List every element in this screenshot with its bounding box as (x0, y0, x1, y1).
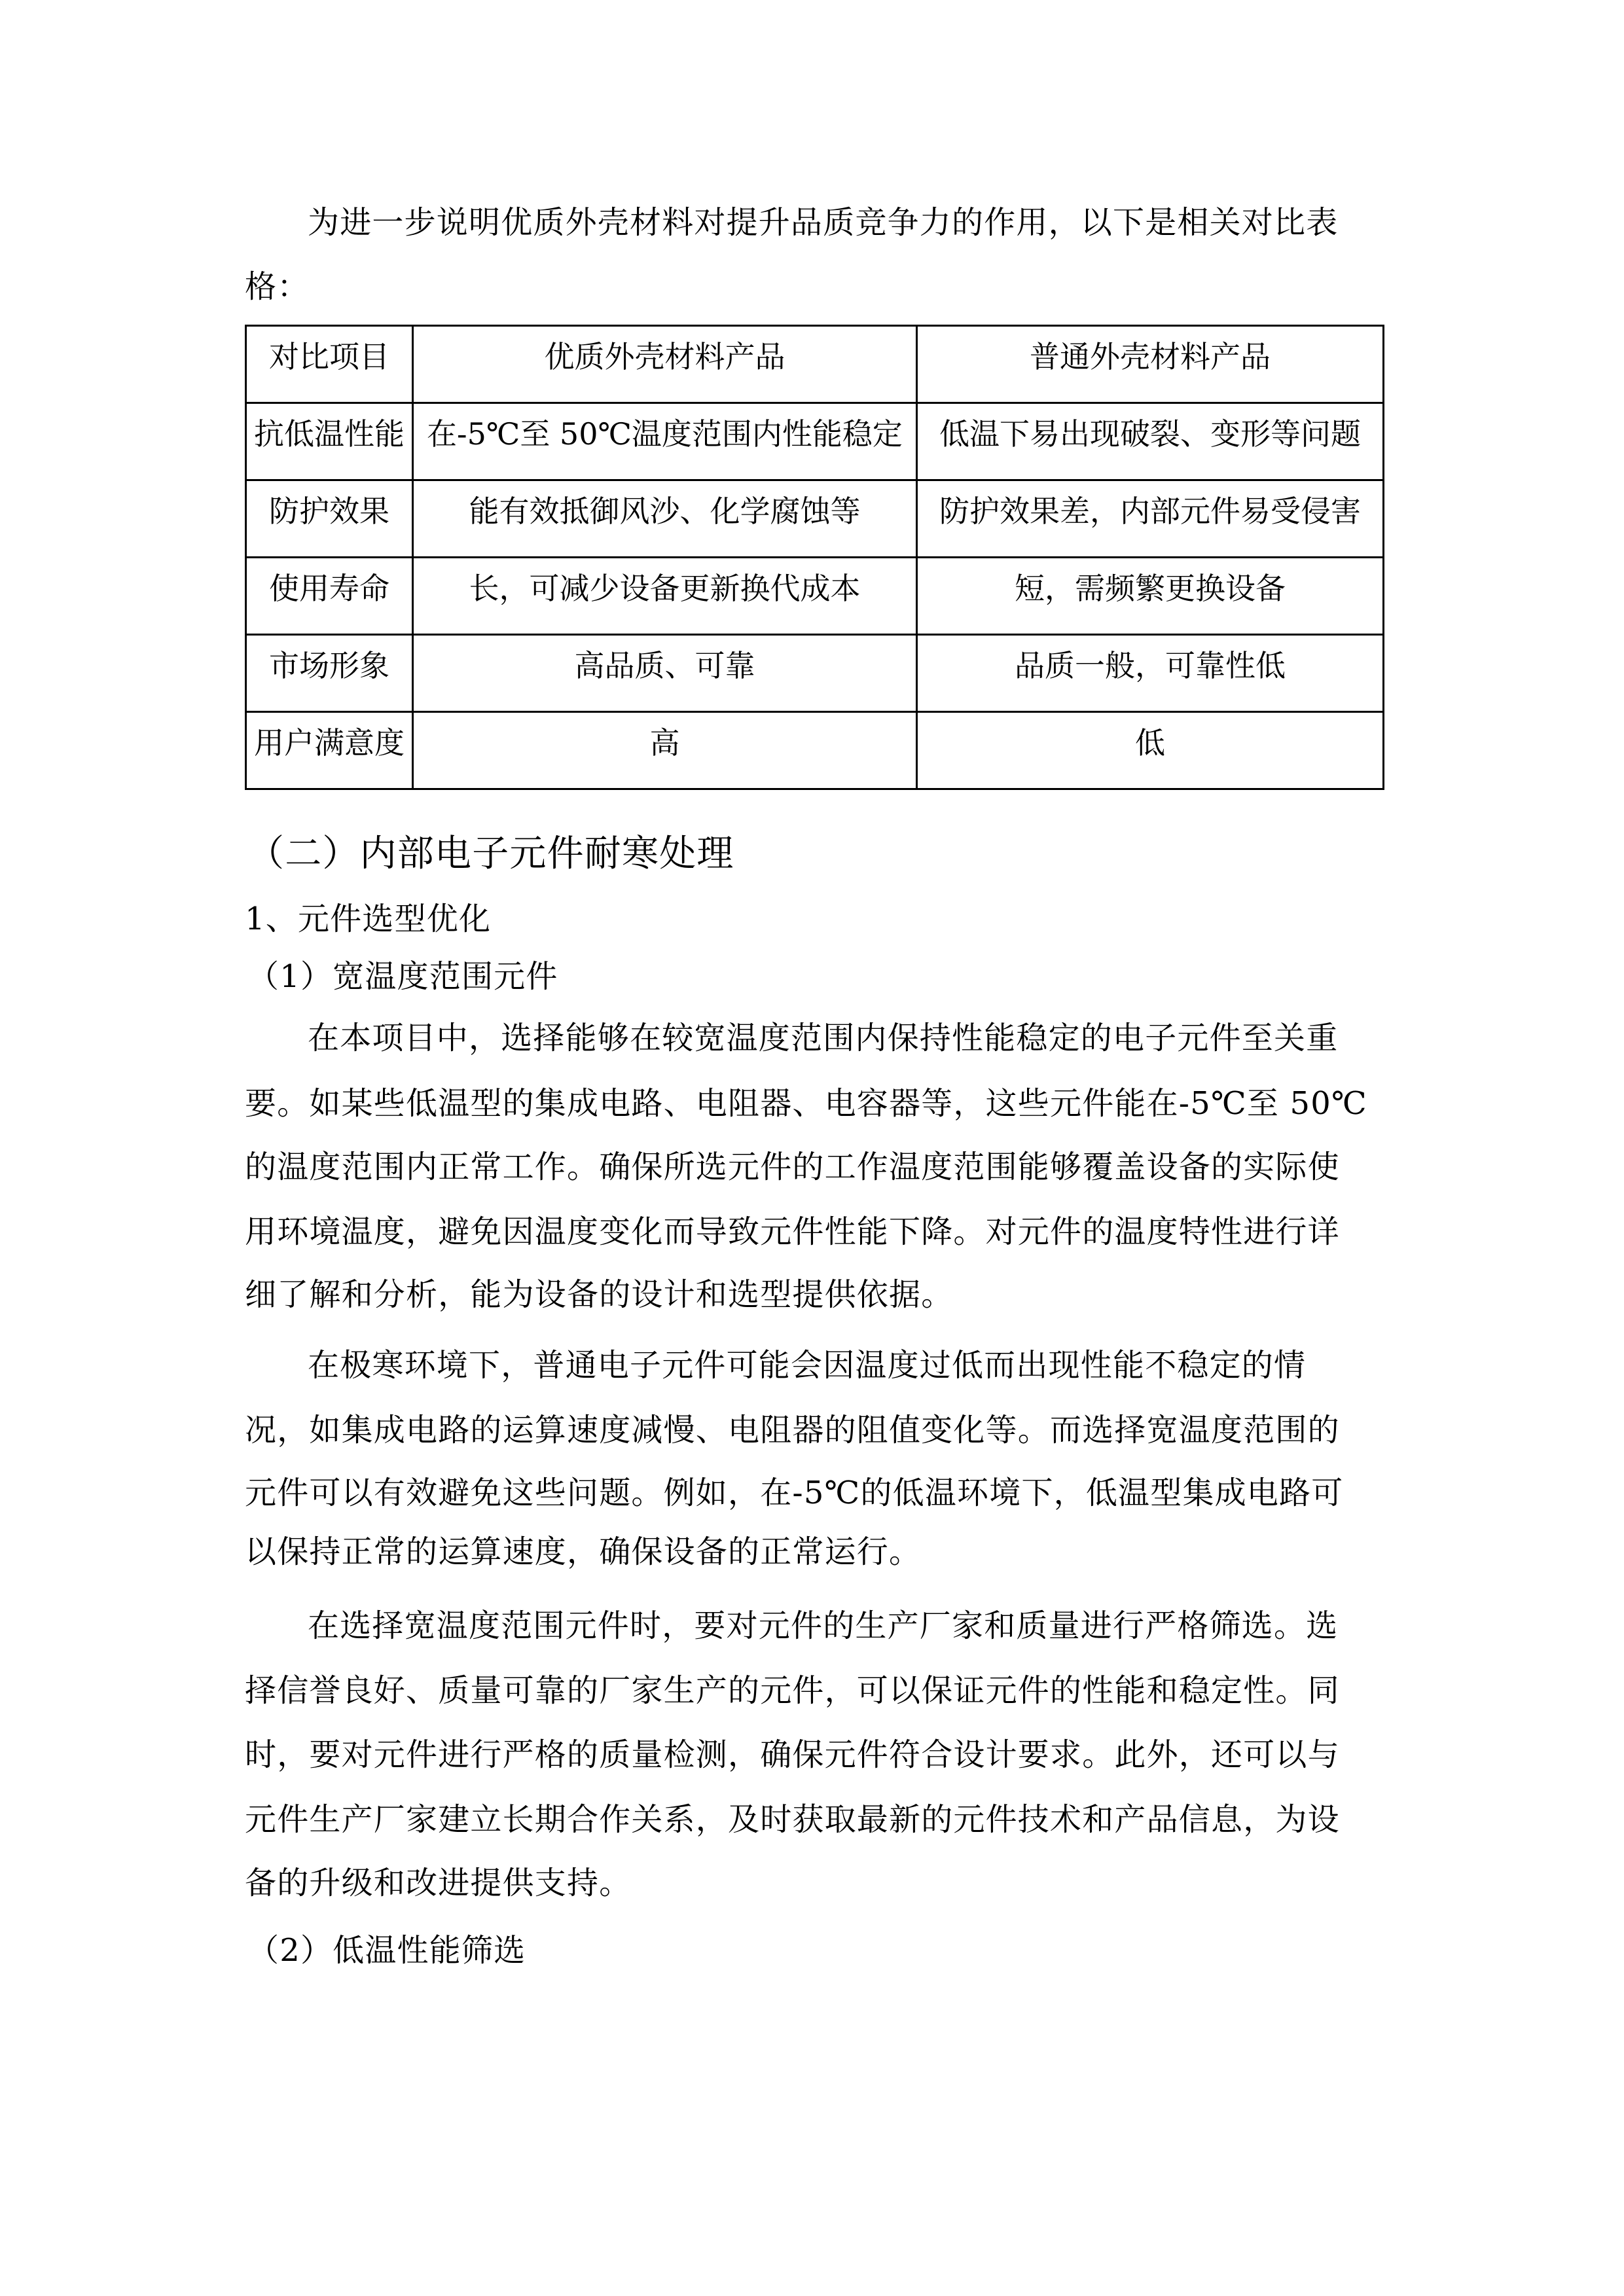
table-cell: 使用寿命 (246, 558, 413, 635)
table-cell: 用户满意度 (246, 712, 413, 789)
table-cell: 防护效果差，内部元件易受侵害 (917, 480, 1384, 558)
table-cell: 高品质、可靠 (413, 635, 917, 712)
table-cell: 防护效果 (246, 480, 413, 558)
paragraph-2-line: 以保持正常的运算速度，确保设备的正常运行。 (245, 1534, 922, 1570)
paragraph-3-line: 择信誉良好、质量可靠的厂家生产的元件，可以保证元件的性能和稳定性。同 (245, 1672, 1340, 1709)
table-cell: 高 (413, 712, 917, 789)
paragraph-3-line: 在选择宽温度范围元件时，要对元件的生产厂家和质量进行严格筛选。选 (308, 1607, 1339, 1644)
table-cell: 长，可减少设备更新换代成本 (413, 558, 917, 635)
table-cell: 抗低温性能 (246, 403, 413, 480)
table-row (246, 403, 1384, 480)
table-cell: 品质一般，可靠性低 (917, 635, 1384, 712)
table-cell: 低温下易出现破裂、变形等问题 (917, 403, 1384, 480)
table-cell: 低 (917, 712, 1384, 789)
header-cell: 优质外壳材料产品 (413, 326, 917, 403)
section-heading: （二）内部电子元件耐寒处理 (247, 833, 734, 875)
intro-line-2: 格： (245, 268, 310, 305)
table-row (246, 480, 1384, 558)
paragraph-1-line: 细了解和分析，能为设备的设计和选型提供依据。 (245, 1276, 954, 1313)
header-cell: 普通外壳材料产品 (917, 326, 1384, 403)
paragraph-1-line: 要。如某些低温型的集成电路、电阻器、电容器等，这些元件能在-5℃至 50℃ (245, 1085, 1367, 1122)
header-cell: 对比项目 (246, 326, 413, 403)
table-row (246, 712, 1384, 789)
paragraph-1-line: 的温度范围内正常工作。确保所选元件的工作温度范围能够覆盖设备的实际使 (245, 1149, 1340, 1185)
paragraph-2-line: 况，如集成电路的运算速度减慢、电阻器的阻值变化等。而选择宽温度范围的 (245, 1412, 1340, 1448)
table-cell: 能有效抵御风沙、化学腐蚀等 (413, 480, 917, 558)
paragraph-2-line: 元件可以有效避免这些问题。例如，在-5℃的低温环境下，低温型集成电路可 (245, 1475, 1344, 1511)
subheading: 1、元件选型优化 (245, 901, 492, 937)
comparison-table (245, 325, 1384, 790)
table-row (246, 635, 1384, 712)
paragraph-1-line: 用环境温度，避免因温度变化而导致元件性能下降。对元件的温度特性进行详 (245, 1213, 1340, 1250)
table-cell: 短，需频繁更换设备 (917, 558, 1384, 635)
item-heading-1: （1）宽温度范围元件 (247, 958, 558, 995)
intro-line-1: 为进一步说明优质外壳材料对提升品质竞争力的作用，以下是相关对比表 (308, 204, 1339, 241)
table-header-row (246, 326, 1384, 403)
paragraph-3-line: 备的升级和改进提供支持。 (245, 1865, 632, 1901)
paragraph-3-line: 元件生产厂家建立长期合作关系，及时获取最新的元件技术和产品信息，为设 (245, 1801, 1340, 1838)
table-row (246, 558, 1384, 635)
paragraph-3-line: 时，要对元件进行严格的质量检测，确保元件符合设计要求。此外，还可以与 (245, 1736, 1340, 1773)
paragraph-2-line: 在极寒环境下，普通电子元件可能会因温度过低而出现性能不稳定的情 (308, 1347, 1307, 1384)
table-cell: 在-5℃至 50℃温度范围内性能稳定 (413, 403, 917, 480)
item-heading-2: （2）低温性能筛选 (247, 1932, 526, 1969)
table-cell: 市场形象 (246, 635, 413, 712)
paragraph-1-line: 在本项目中，选择能够在较宽温度范围内保持性能稳定的电子元件至关重 (308, 1020, 1339, 1056)
